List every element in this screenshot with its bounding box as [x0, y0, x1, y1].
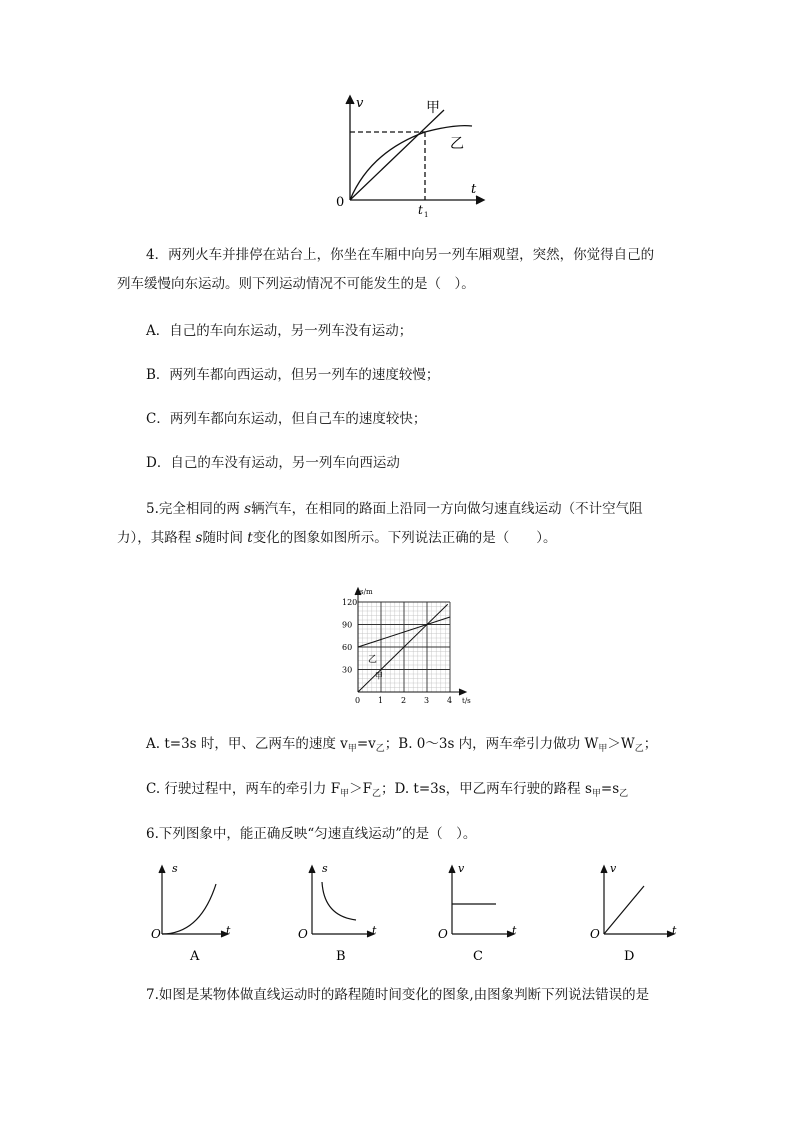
svg-text:t: t	[226, 924, 231, 937]
x-tick-label-2: 2	[401, 696, 407, 705]
q6-graph-d	[582, 858, 682, 968]
q5-option-ab: A. t=3s 时，甲、乙两车的速度 $v_甲=v_乙$；B. 0～3s 内，两车牵引力做功 $W_甲>W_乙$；	[146, 736, 658, 754]
q6-graph-a	[148, 858, 238, 968]
vt-label-jia: 甲	[426, 100, 440, 116]
x-tick-label-3: 3	[424, 696, 430, 705]
q6-letter-b: B	[336, 949, 346, 964]
y-tick-label-60: 60	[342, 643, 353, 652]
q4-option-c: C．两列车都向东运动，但自己车的速度较快；	[146, 411, 427, 427]
q6-letter-c: C	[473, 949, 483, 964]
q6-graph-b	[290, 858, 380, 968]
svg-text:O: O	[590, 927, 600, 941]
q4-line1: 4．两列火车并排停在站台上，你坐在车厢中向另一列车厢观望，突然，你觉得自己的	[146, 247, 655, 263]
series-line-jia	[358, 604, 448, 692]
svg-text:v: v	[458, 862, 465, 875]
x-axis-arrow	[459, 689, 466, 695]
q6-d-line	[604, 886, 644, 934]
q6-letter-a: A	[190, 949, 200, 964]
vt-v-label: v	[356, 96, 364, 111]
q6-graph-c	[430, 858, 520, 968]
y-tick-label-30: 30	[342, 665, 353, 675]
vt-t1-sub: 1	[424, 211, 429, 219]
vt-t1-label: t	[418, 203, 423, 217]
q6-b-curve	[322, 882, 356, 920]
x-tick-label-1: 1	[378, 696, 384, 705]
q6-letter-d: D	[624, 949, 635, 964]
vt-x-arrow	[476, 196, 484, 204]
q5-line2: 力），其路程 s随时间 t变化的图象如图所示。下列说法正确的是（ ）。	[117, 530, 557, 546]
y-tick-label-90: 90	[342, 620, 353, 630]
vt-figure	[330, 90, 500, 220]
vt-curve-jia	[350, 110, 444, 200]
x-tick-label-4: 4	[447, 696, 453, 705]
x-tick-label-0: 0	[355, 696, 361, 705]
series-label-jia: 甲	[374, 671, 383, 681]
svg-text:O: O	[438, 927, 448, 941]
svg-text:t: t	[672, 924, 677, 937]
vt-y-arrow	[346, 96, 354, 104]
q4-option-d: D．自己的车没有运动，另一列车向西运动	[146, 455, 400, 471]
q5-option-cd: C. 行驶过程中，两车的牵引力 $F_甲>F_乙$；D. t=3s，甲乙两车行驶的路程 $s_甲=s_乙$	[146, 781, 629, 799]
x-axis-label: t/s	[462, 697, 471, 705]
svg-text:t: t	[512, 924, 517, 937]
vt-t-label: t	[471, 182, 477, 197]
svg-text:v: v	[610, 862, 617, 875]
q7-line: 7.如图是某物体做直线运动时的路程随时间变化的图象,由图象判断下列说法错误的是	[146, 987, 650, 1003]
q4-option-a: A．自己的车向东运动，另一列车没有运动；	[146, 323, 413, 339]
q6-a-curve	[162, 884, 216, 934]
q5-line1: 5.完全相同的两 s辆汽车，在相同的路面上沿同一方向做匀速直线运动（不计空气阻	[146, 501, 643, 517]
y-axis-label: s/m	[360, 588, 373, 596]
q4-option-b: B．两列车都向西运动，但另一列车的速度较慢；	[146, 367, 440, 383]
q6-line: 6.下列图象中，能正确反映“匀速直线运动”的是（ ）。	[146, 826, 477, 842]
svg-text:s: s	[322, 862, 328, 875]
y-tick-label-120: 120	[342, 598, 358, 607]
q4-line2: 列车缓慢向东运动。则下列运动情况不可能发生的是（ ）。	[117, 276, 475, 292]
svg-text:t: t	[372, 924, 377, 937]
st-chart	[332, 580, 482, 710]
vt-label-yi: 乙	[450, 136, 464, 152]
svg-text:s: s	[172, 862, 178, 875]
vt-origin: 0	[336, 195, 345, 210]
svg-text:O: O	[298, 927, 308, 941]
series-label-yi: 乙	[368, 655, 378, 665]
svg-text:O: O	[151, 927, 161, 941]
